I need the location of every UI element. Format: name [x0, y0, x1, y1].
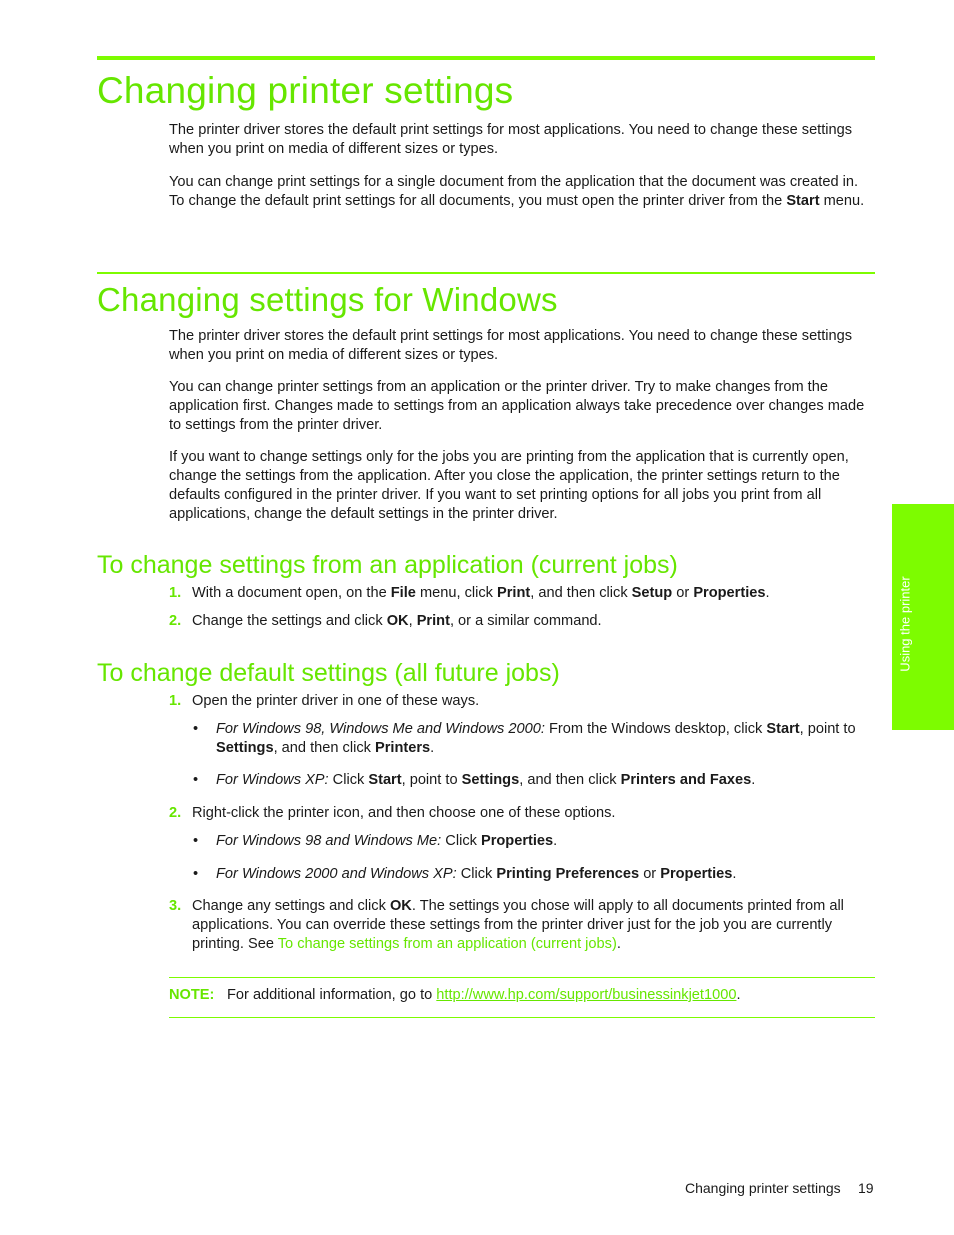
note-top-rule: [169, 977, 875, 978]
bullet-text: For Windows 2000 and Windows XP: Click Printing Preferences or Properties.: [216, 866, 737, 882]
step-text: Open the printer driver in one of these ways.: [192, 693, 480, 709]
step-number: 2.: [169, 613, 182, 629]
chapter-side-tab: [892, 504, 954, 730]
note-text: For additional information, go to: [227, 987, 437, 1003]
bullet-icon: •: [193, 721, 199, 737]
step-number: 1.: [169, 693, 182, 709]
step-number: 2.: [169, 805, 182, 821]
support-url-link[interactable]: http://www.hp.com/support/businessinkjet1000: [436, 987, 737, 1003]
bullet-icon: •: [193, 833, 199, 849]
bullet-item: [193, 771, 875, 790]
list-item: [169, 897, 875, 954]
step-text: Change the settings and click OK, Print, or a similar command.: [192, 613, 602, 629]
footer-section-name: Changing printer settings: [685, 1180, 841, 1196]
section-rule: [97, 272, 875, 274]
note-bottom-rule: [169, 1017, 875, 1018]
page-title: Changing printer settings: [97, 70, 514, 111]
bullet-icon: •: [193, 772, 199, 788]
note-end: .: [736, 987, 741, 1003]
bullet-text: For Windows XP: Click Start, point to Settings, and then click Printers and Faxes.: [216, 772, 756, 788]
list-item: [169, 692, 875, 711]
step-text: With a document open, on the File menu, click Print, and then click Setup or Properties.: [192, 585, 770, 601]
subheading-current-jobs: To change settings from an application (current jobs): [97, 551, 678, 579]
intro-paragraph-2: [169, 173, 875, 211]
subheading-future-jobs: To change default settings (all future jobs): [97, 659, 560, 687]
windows-paragraph-1: The printer driver stores the default print settings for most applications. You need to change these settings when you print on media of different sizes or types.: [169, 328, 853, 363]
bullet-item: [193, 865, 875, 884]
list-item: [169, 804, 875, 823]
step-number: 1.: [169, 585, 182, 601]
step-number: 3.: [169, 898, 182, 914]
side-tab-label: Using the printer: [897, 576, 913, 672]
windows-paragraph-2: You can change printer settings from an application or the printer driver. Try to make changes from the application first. Changes made to settings from an application always take precedence over changes made to settings from the printer driver.: [169, 379, 865, 433]
windows-paragraph-3: If you want to change settings only for the jobs you are printing from the application that is currently open, change the settings from the application. After you close the application, the printer settings return to the defaults configured in the printer driver. If you want to set printing options for all jobs you print from all applications, change the default settings in the printer driver.: [169, 449, 849, 522]
cross-reference-link[interactable]: To change settings from an application (current jobs): [277, 936, 617, 952]
step-text: Change any settings and click OK. The settings you chose will apply to all documents printed from all applications. You can override these settings from the printer driver just for the job you are currently printing. See To change settings from an application (current jobs).: [192, 898, 844, 952]
bullet-icon: •: [193, 866, 199, 882]
step-text: Right-click the printer icon, and then choose one of these options.: [192, 805, 616, 821]
footer-page-number: 19: [858, 1180, 874, 1196]
intro-paragraph-1: The printer driver stores the default print settings for most applications. You need to change these settings when you print on media of different sizes or types.: [169, 122, 853, 157]
list-item: [169, 612, 875, 631]
bullet-item: [193, 720, 875, 758]
bullet-item: [193, 832, 875, 851]
top-rule: [97, 56, 875, 60]
start-menu-term: Start: [786, 193, 820, 209]
text: You can change print settings for a single document from the application that the document was created in. To change the default print settings for all documents, you must open the printer driver from the: [169, 174, 859, 209]
bullet-text: For Windows 98, Windows Me and Windows 2000: From the Windows desktop, click Start, point to Settings, and then click Printers.: [216, 721, 856, 756]
note-box: [169, 986, 741, 1005]
bullet-text: For Windows 98 and Windows Me: Click Properties.: [216, 833, 558, 849]
note-label: NOTE:: [169, 987, 215, 1003]
list-item: [169, 584, 875, 603]
text: menu.: [819, 193, 865, 209]
section-title-windows: Changing settings for Windows: [97, 281, 558, 318]
